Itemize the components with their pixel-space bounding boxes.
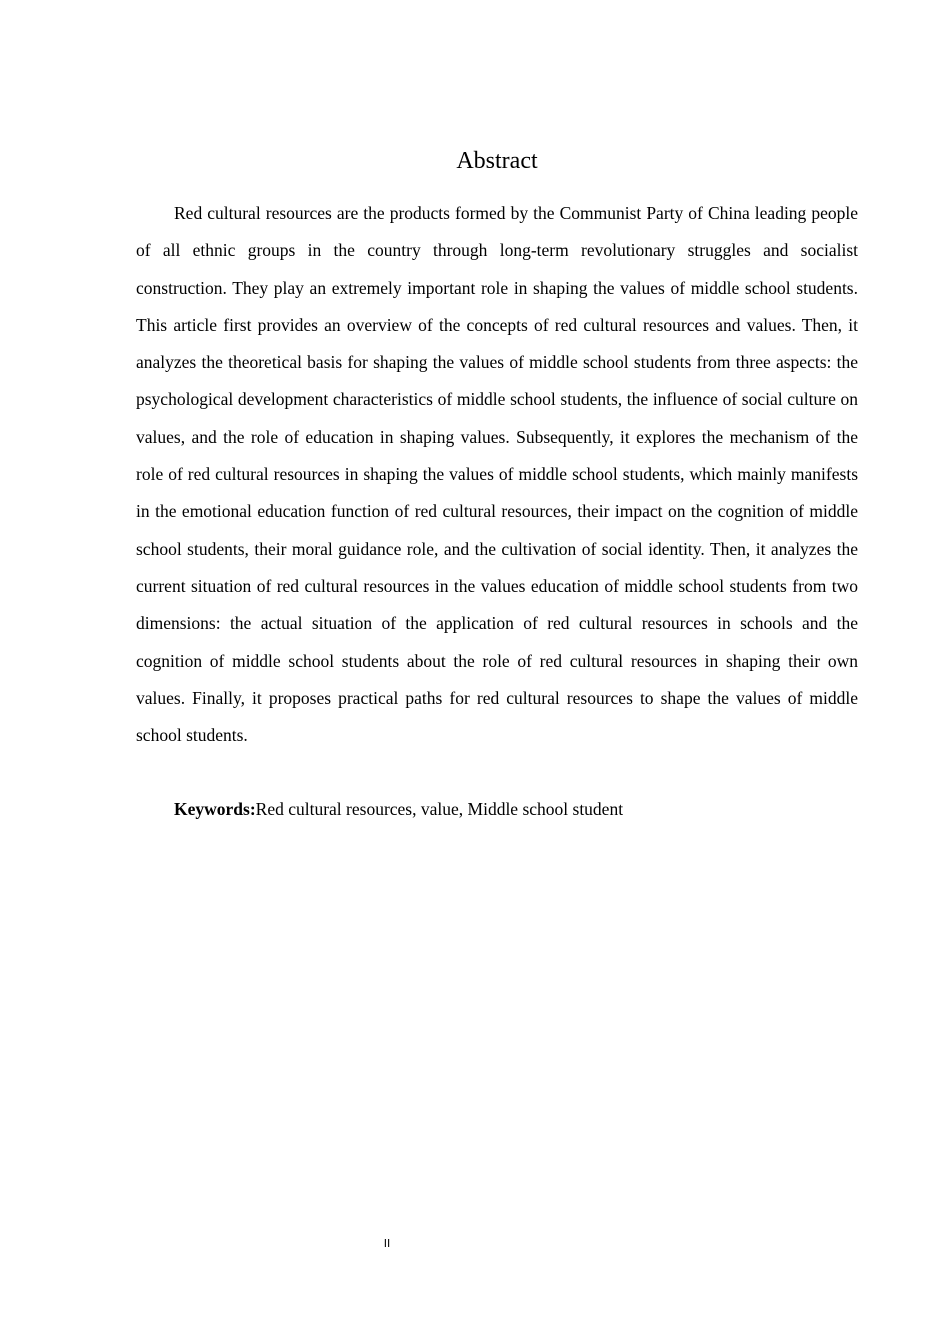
abstract-paragraph: Red cultural resources are the products formed by the Communist Party of China leading people of all ethnic groups in the country through long-term revolutionary struggles and socialist construction. They play an extremely important role in shaping the values of middle school students. This article first provides an overview of the concepts of red cultural resources and values. Then, it analyzes the theoretical basis for shaping the values of middle school students from three aspects: the psychological development characteristics of middle school students, the influence of social culture on values, and the role of education in shaping values. Subsequently, it explores the mechanism of the role of red cultural resources in shaping the values of middle school students, which mainly manifests in the emotional education function of red cultural resources, their impact on the cognition of middle school students, their moral guidance role, and the cultivation of social identity. Then, it analyzes the current situation of red cultural resources in the values education of middle school students from two dimensions: the actual situation of the application of red cultural resources in schools and the cognition of middle school students about the role of red cultural resources in shaping their own values. Finally, it proposes practical paths for red cultural resources to shape the values of middle school students.: [136, 203, 858, 746]
page-title: Abstract: [456, 148, 538, 174]
keywords-value: Red cultural resources, value, Middle school student: [255, 799, 624, 819]
keywords-line: [136, 792, 858, 826]
keywords-label: Keywords:: [174, 799, 256, 819]
page-number: II: [383, 1237, 391, 1250]
